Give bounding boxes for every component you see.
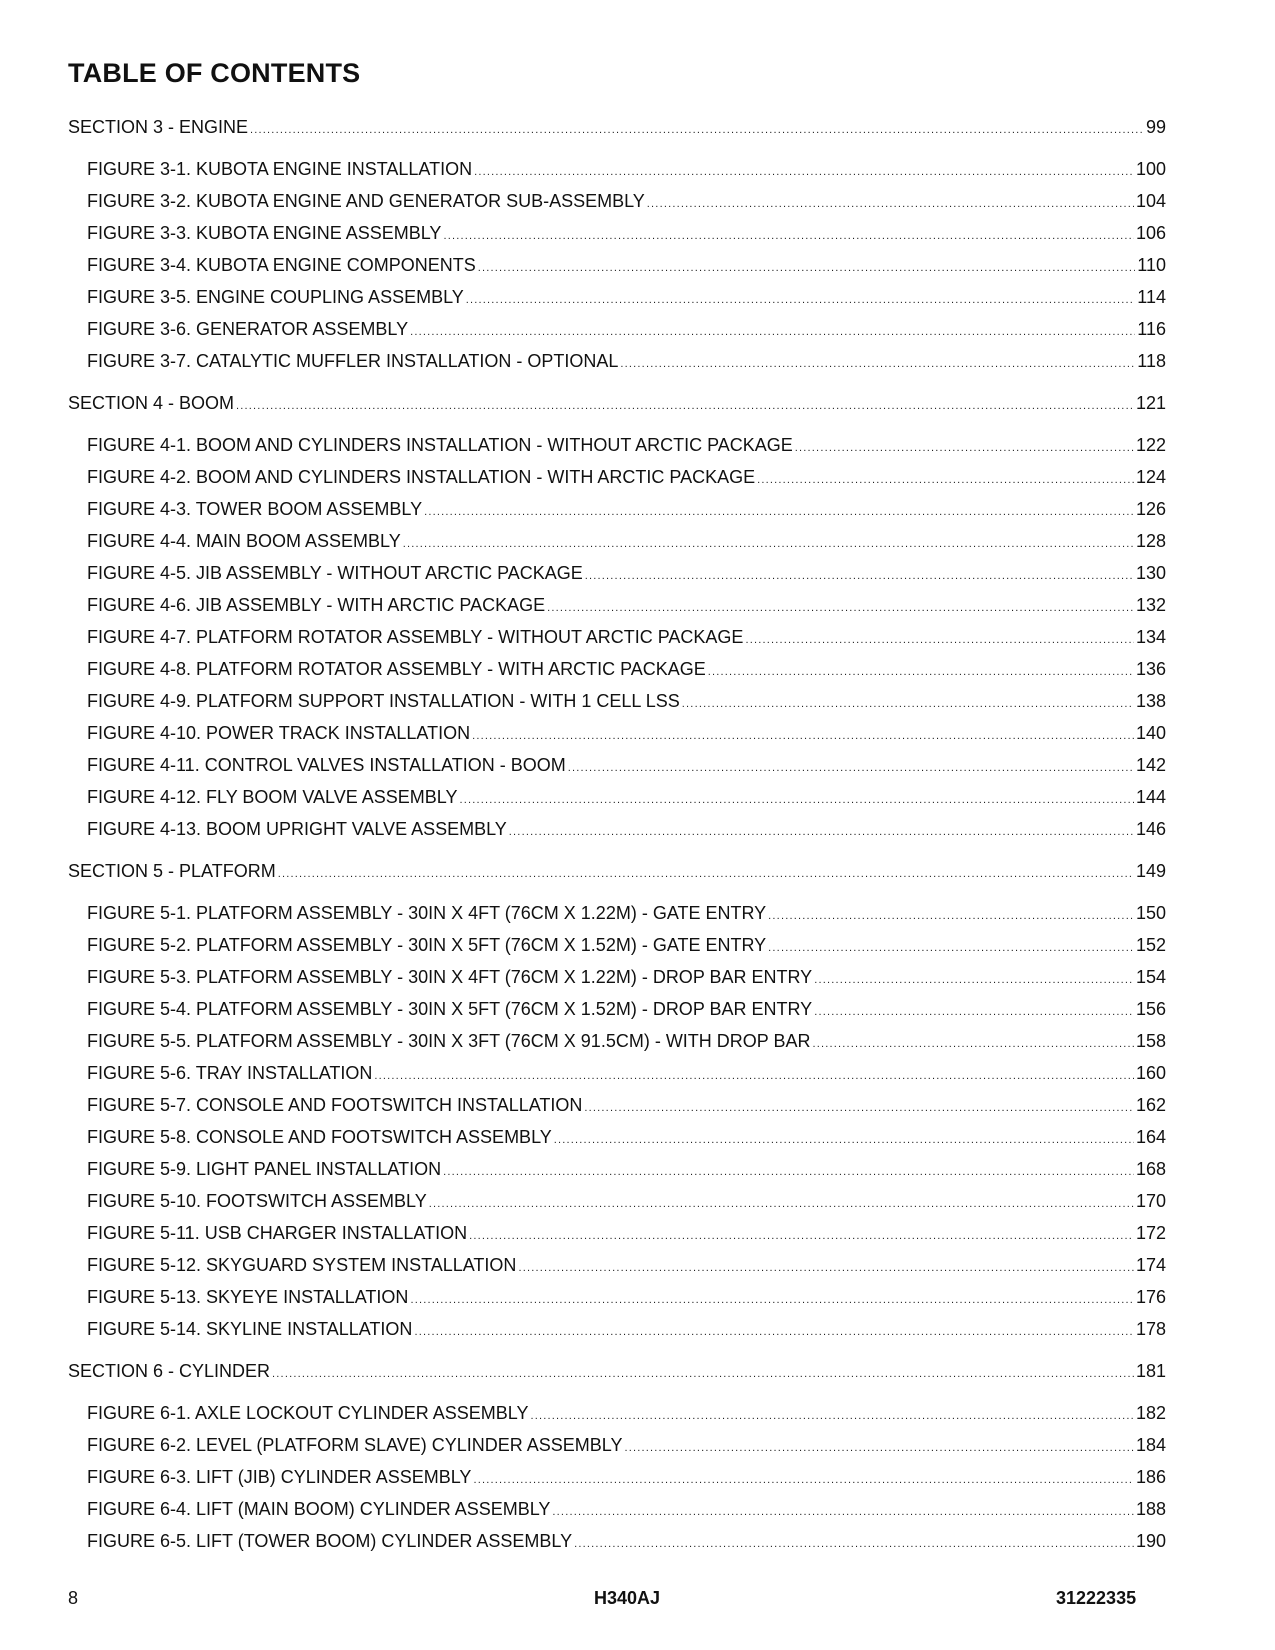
toc-entry-page: 176 (1135, 1287, 1166, 1307)
toc-figure-entry[interactable] (68, 153, 1166, 185)
toc-entry-title: FIGURE 6-5. LIFT (TOWER BOOM) CYLINDER ASSEMBLY (87, 1531, 573, 1551)
toc-figure-entry[interactable] (68, 1185, 1166, 1217)
toc-figure-entry[interactable] (68, 621, 1166, 653)
toc-figure-entry[interactable] (68, 525, 1166, 557)
dot-leader (624, 1432, 1133, 1464)
toc-entry-page: 142 (1135, 755, 1166, 775)
toc-entry-title: FIGURE 5-5. PLATFORM ASSEMBLY - 30IN X 3FT (76CM X 91.5CM) - WITH DROP BAR (87, 1031, 811, 1051)
toc-entry-page: 174 (1135, 1255, 1166, 1275)
toc-entry-page: 160 (1135, 1063, 1166, 1083)
toc-figure-entry[interactable] (68, 589, 1166, 621)
dot-leader (682, 688, 1134, 720)
toc-entry-page: 184 (1135, 1435, 1166, 1455)
toc-figure-entry[interactable] (68, 653, 1166, 685)
toc-entry-title: SECTION 5 - PLATFORM (68, 861, 276, 881)
dot-leader (474, 156, 1134, 188)
dot-leader (374, 1060, 1134, 1092)
toc-entry-title: FIGURE 6-1. AXLE LOCKOUT CYLINDER ASSEMBLY (87, 1403, 529, 1423)
toc-figure-entry[interactable] (68, 313, 1166, 345)
toc-figure-entry[interactable] (68, 897, 1166, 929)
footer-doc-number: 31222335 (1056, 1588, 1137, 1608)
toc-figure-entry[interactable] (68, 429, 1166, 461)
toc-entry-title: FIGURE 3-5. ENGINE COUPLING ASSEMBLY (87, 287, 464, 307)
toc-entry-page: 158 (1135, 1031, 1166, 1051)
toc-entry-title: SECTION 3 - ENGINE (68, 117, 249, 137)
toc-figure-entry[interactable] (68, 1461, 1166, 1493)
toc-entry-title: FIGURE 5-4. PLATFORM ASSEMBLY - 30IN X 5FT (76CM X 1.52M) - DROP BAR ENTRY (87, 999, 813, 1019)
dot-leader (410, 316, 1135, 348)
toc-entry-page: 138 (1135, 691, 1166, 711)
toc-entry-title: FIGURE 4-10. POWER TRACK INSTALLATION (87, 723, 471, 743)
page-title: TABLE OF CONTENTS (68, 58, 361, 88)
dot-leader (547, 592, 1134, 624)
toc-entry-title: FIGURE 5-2. PLATFORM ASSEMBLY - 30IN X 5FT (76CM X 1.52M) - GATE ENTRY (87, 935, 767, 955)
toc-entry-title: SECTION 6 - CYLINDER (68, 1361, 271, 1381)
dot-leader (814, 996, 1134, 1028)
toc-entry-title: FIGURE 4-9. PLATFORM SUPPORT INSTALLATION - WITH 1 CELL LSS (87, 691, 680, 711)
dot-leader (424, 496, 1134, 528)
dot-leader (814, 964, 1134, 996)
toc-entry-title: SECTION 4 - BOOM (68, 393, 235, 413)
toc-entry-page: 152 (1135, 935, 1166, 955)
toc-entry-title: FIGURE 4-4. MAIN BOOM ASSEMBLY (87, 531, 401, 551)
dot-leader (585, 560, 1134, 592)
toc-figure-entry[interactable] (68, 813, 1166, 845)
toc-entry-title: FIGURE 4-6. JIB ASSEMBLY - WITH ARCTIC PACKAGE (87, 595, 546, 615)
toc-entry-title: FIGURE 5-1. PLATFORM ASSEMBLY - 30IN X 4FT (76CM X 1.22M) - GATE ENTRY (87, 903, 767, 923)
toc-entry-title: FIGURE 5-7. CONSOLE AND FOOTSWITCH INSTALLATION (87, 1095, 583, 1115)
toc-entry-title: FIGURE 4-1. BOOM AND CYLINDERS INSTALLATION - WITHOUT ARCTIC PACKAGE (87, 435, 793, 455)
dot-leader (795, 432, 1134, 464)
dot-leader (768, 932, 1134, 964)
toc-entry-title: FIGURE 3-1. KUBOTA ENGINE INSTALLATION (87, 159, 473, 179)
dot-leader (708, 656, 1134, 688)
toc-figure-entry[interactable] (68, 685, 1166, 717)
toc-entry-page: 121 (1135, 393, 1166, 413)
footer-model: H340AJ (594, 1588, 661, 1608)
toc-figure-entry[interactable] (68, 1089, 1166, 1121)
toc-figure-entry[interactable] (68, 781, 1166, 813)
dot-leader (410, 1284, 1134, 1316)
toc-figure-entry[interactable] (68, 1121, 1166, 1153)
toc-figure-entry[interactable] (68, 345, 1166, 377)
footer-page-number: 8 (68, 1588, 79, 1608)
dot-leader (443, 1156, 1134, 1188)
toc-entry-page: 126 (1135, 499, 1166, 519)
dot-leader (272, 1358, 1134, 1390)
toc-entry-title: FIGURE 5-8. CONSOLE AND FOOTSWITCH ASSEMBLY (87, 1127, 552, 1147)
toc-figure-entry[interactable] (68, 249, 1166, 281)
toc-figure-entry[interactable] (68, 1153, 1166, 1185)
dot-leader (278, 858, 1134, 890)
toc-figure-entry[interactable] (68, 281, 1166, 313)
toc-entry-page: 172 (1135, 1223, 1166, 1243)
toc-entry-page: 170 (1135, 1191, 1166, 1211)
toc-entry-title: FIGURE 4-7. PLATFORM ROTATOR ASSEMBLY - WITHOUT ARCTIC PACKAGE (87, 627, 744, 647)
dot-leader (414, 1316, 1134, 1348)
dot-leader (478, 252, 1136, 284)
toc-entry-title: FIGURE 5-10. FOOTSWITCH ASSEMBLY (87, 1191, 427, 1211)
toc-entry-page: 150 (1135, 903, 1166, 923)
toc-figure-entry[interactable] (68, 1313, 1166, 1345)
dot-leader (236, 390, 1134, 422)
dot-leader (813, 1028, 1134, 1060)
dot-leader (250, 114, 1144, 146)
toc-entry-title: FIGURE 3-3. KUBOTA ENGINE ASSEMBLY (87, 223, 442, 243)
toc-figure-entry[interactable] (68, 185, 1166, 217)
toc-entry-title: FIGURE 5-12. SKYGUARD SYSTEM INSTALLATION (87, 1255, 517, 1275)
toc-entry-title: FIGURE 4-2. BOOM AND CYLINDERS INSTALLATION - WITH ARCTIC PACKAGE (87, 467, 756, 487)
dot-leader (509, 816, 1134, 848)
dot-leader (472, 720, 1134, 752)
toc-section-entry[interactable] (68, 855, 1166, 887)
toc-entry-page: 146 (1135, 819, 1166, 839)
toc-entry-page: 186 (1135, 1467, 1166, 1487)
toc-entry-page: 100 (1135, 159, 1166, 179)
toc-entry-page: 124 (1135, 467, 1166, 487)
toc-figure-entry[interactable] (68, 1025, 1166, 1057)
toc-figure-entry[interactable] (68, 557, 1166, 589)
toc-entry-page: 178 (1135, 1319, 1166, 1339)
toc-entry-page: 149 (1135, 861, 1166, 881)
dot-leader (530, 1400, 1133, 1432)
toc-entry-title: FIGURE 4-8. PLATFORM ROTATOR ASSEMBLY - WITH ARCTIC PACKAGE (87, 659, 706, 679)
dot-leader (757, 464, 1134, 496)
toc-entry-page: 116 (1137, 319, 1166, 339)
toc-figure-entry[interactable] (68, 929, 1166, 961)
toc-entry-page: 188 (1135, 1499, 1166, 1519)
toc-figure-entry[interactable] (68, 717, 1166, 749)
toc-entry-title: FIGURE 6-4. LIFT (MAIN BOOM) CYLINDER ASSEMBLY (87, 1499, 551, 1519)
dot-leader (473, 1464, 1134, 1496)
toc-entry-page: 182 (1135, 1403, 1166, 1423)
toc-entry-page: 162 (1135, 1095, 1166, 1115)
toc-figure-entry[interactable] (68, 1397, 1166, 1429)
toc-entry-title: FIGURE 5-13. SKYEYE INSTALLATION (87, 1287, 409, 1307)
toc-figure-entry[interactable] (68, 1281, 1166, 1313)
dot-leader (647, 188, 1134, 220)
toc-entry-page: 190 (1135, 1531, 1166, 1551)
toc-section-entry[interactable] (68, 1355, 1166, 1387)
toc-entry-title: FIGURE 4-3. TOWER BOOM ASSEMBLY (87, 499, 423, 519)
dot-leader (768, 900, 1134, 932)
toc-entry-page: 134 (1135, 627, 1166, 647)
toc-entry-page: 181 (1135, 1361, 1166, 1381)
toc-figure-entry[interactable] (68, 1249, 1166, 1281)
toc-figure-entry[interactable] (68, 1217, 1166, 1249)
toc-entry-page: 154 (1135, 967, 1166, 987)
toc-entry-page: 106 (1135, 223, 1166, 243)
toc-entry-title: FIGURE 3-7. CATALYTIC MUFFLER INSTALLATION - OPTIONAL (87, 351, 619, 371)
toc-entry-page: 128 (1135, 531, 1166, 551)
toc-figure-entry[interactable] (68, 217, 1166, 249)
toc-entry-page: 132 (1135, 595, 1166, 615)
toc-figure-entry[interactable] (68, 993, 1166, 1025)
toc-entry-page: 114 (1137, 287, 1166, 307)
toc-figure-entry[interactable] (68, 1429, 1166, 1461)
toc-entry-title: FIGURE 3-6. GENERATOR ASSEMBLY (87, 319, 409, 339)
toc-entry-title: FIGURE 5-11. USB CHARGER INSTALLATION (87, 1223, 468, 1243)
toc-entry-title: FIGURE 4-12. FLY BOOM VALVE ASSEMBLY (87, 787, 458, 807)
toc-entry-page: 136 (1135, 659, 1166, 679)
toc-figure-entry[interactable] (68, 461, 1166, 493)
toc-section-entry[interactable] (68, 387, 1166, 419)
toc-entry-title: FIGURE 5-6. TRAY INSTALLATION (87, 1063, 373, 1083)
dot-leader (552, 1496, 1134, 1528)
toc-entry-title: FIGURE 6-2. LEVEL (PLATFORM SLAVE) CYLINDER ASSEMBLY (87, 1435, 623, 1455)
dot-leader (459, 784, 1133, 816)
dot-leader (403, 528, 1134, 560)
dot-leader (568, 752, 1134, 784)
toc-entry-title: FIGURE 4-13. BOOM UPRIGHT VALVE ASSEMBLY (87, 819, 507, 839)
toc-entry-page: 164 (1135, 1127, 1166, 1147)
dot-leader (584, 1092, 1134, 1124)
toc-entry-title: FIGURE 3-4. KUBOTA ENGINE COMPONENTS (87, 255, 476, 275)
toc-entry-page: 122 (1135, 435, 1166, 455)
toc-figure-entry[interactable] (68, 1493, 1166, 1525)
dot-leader (443, 220, 1134, 252)
toc-entry-page: 130 (1135, 563, 1166, 583)
toc-entry-page: 110 (1137, 255, 1166, 275)
dot-leader (745, 624, 1134, 656)
toc-entry-page: 99 (1145, 117, 1166, 137)
toc-figure-entry[interactable] (68, 493, 1166, 525)
dot-leader (429, 1188, 1134, 1220)
toc-entry-page: 118 (1137, 351, 1166, 371)
toc-entry-title: FIGURE 3-2. KUBOTA ENGINE AND GENERATOR SUB-ASSEMBLY (87, 191, 645, 211)
toc-entry-page: 168 (1135, 1159, 1166, 1179)
toc-entry-page: 104 (1135, 191, 1166, 211)
dot-leader (469, 1220, 1134, 1252)
toc-figure-entry[interactable] (68, 1525, 1166, 1557)
dot-leader (466, 284, 1136, 316)
toc-entry-title: FIGURE 6-3. LIFT (JIB) CYLINDER ASSEMBLY (87, 1467, 472, 1487)
toc-entry-title: FIGURE 5-3. PLATFORM ASSEMBLY - 30IN X 4FT (76CM X 1.22M) - DROP BAR ENTRY (87, 967, 813, 987)
dot-leader (554, 1124, 1134, 1156)
toc-entry-title: FIGURE 4-5. JIB ASSEMBLY - WITHOUT ARCTIC PACKAGE (87, 563, 583, 583)
toc-entry-title: FIGURE 5-9. LIGHT PANEL INSTALLATION (87, 1159, 442, 1179)
toc-entry-page: 140 (1135, 723, 1166, 743)
toc-figure-entry[interactable] (68, 749, 1166, 781)
toc-entry-page: 156 (1135, 999, 1166, 1019)
dot-leader (518, 1252, 1134, 1284)
toc-entry-page: 144 (1135, 787, 1166, 807)
toc-figure-entry[interactable] (68, 1057, 1166, 1089)
toc-section-entry[interactable] (68, 111, 1166, 143)
toc-figure-entry[interactable] (68, 961, 1166, 993)
toc-entry-title: FIGURE 5-14. SKYLINE INSTALLATION (87, 1319, 413, 1339)
dot-leader (574, 1528, 1134, 1560)
table-of-contents (68, 111, 1166, 1557)
toc-entry-title: FIGURE 4-11. CONTROL VALVES INSTALLATION - BOOM (87, 755, 566, 775)
dot-leader (620, 348, 1135, 380)
